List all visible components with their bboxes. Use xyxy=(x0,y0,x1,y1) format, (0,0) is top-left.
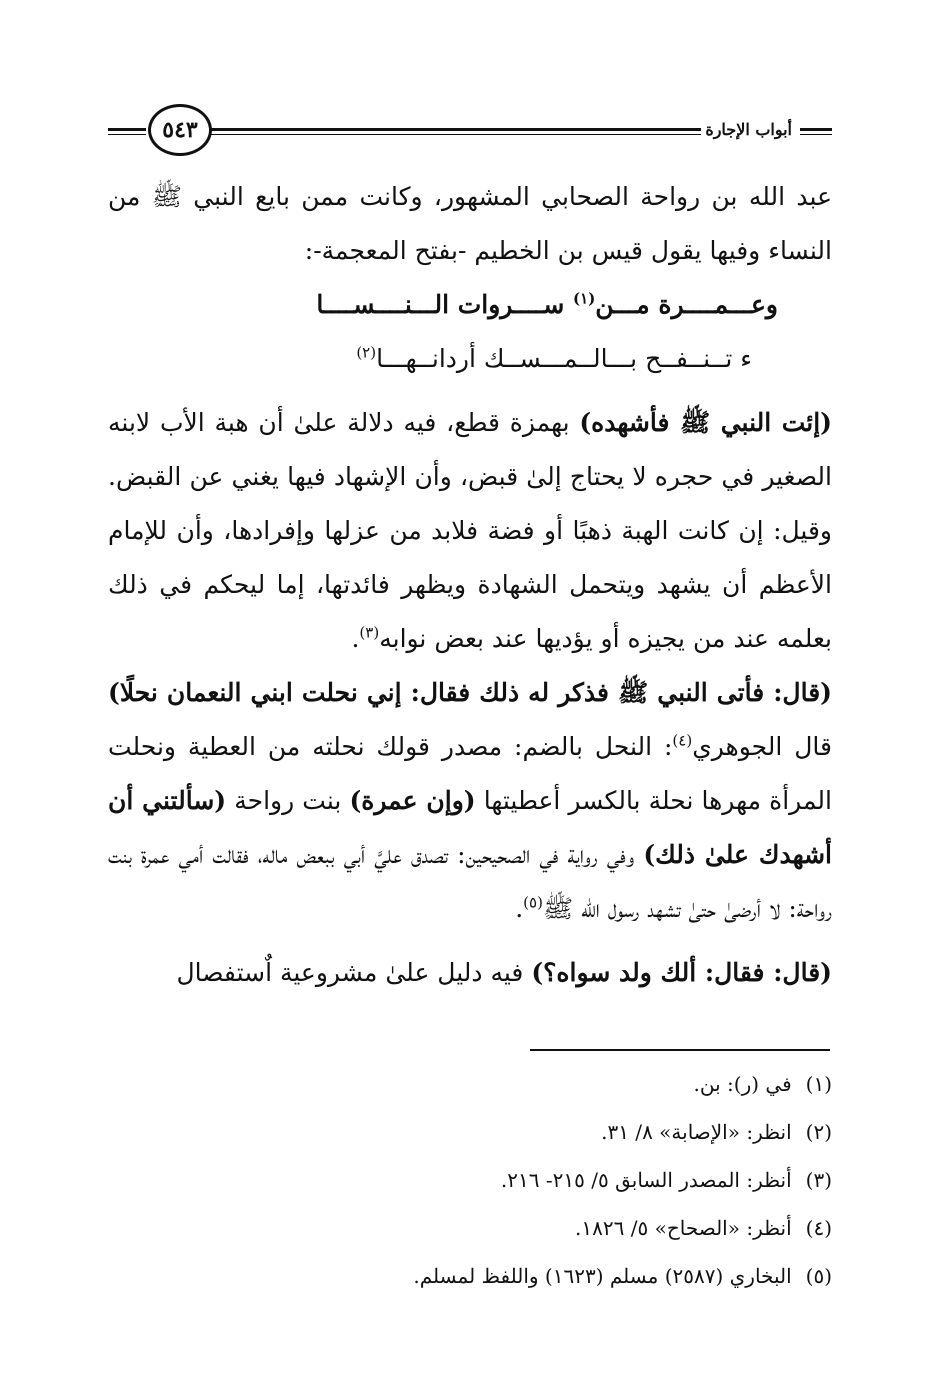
header-rule-left xyxy=(108,128,146,135)
running-title: أبواب الإجارة xyxy=(701,120,796,139)
poem-line-2-text: ء تــنــفــح بـــالــمـــســك أردانــهـــا xyxy=(376,344,752,373)
poem-line-1 xyxy=(108,278,832,332)
footnote-ref-3[interactable]: (٣) xyxy=(359,623,380,642)
page-number: ٥٤٣ xyxy=(148,104,212,156)
footnote-text: انظر: «الإصابة» ٨/ ٣١. xyxy=(601,1120,792,1144)
paragraph-2-text: بهمزة قطع، فيه دلالة علىٰ أن هبة الأب لابنه الصغير في حجره لا يحتاج إلىٰ قبض، وأن الإشهاد فيها يغني عن القبض. وقيل: إن كانت الهبة ذهبًا أو فضة فلابد من عزلها وإفرادها، وأن للإمام الأعظم أن يشهد ويتحمل الشهادة ويظهر فائدتها، إما ليحكم في ذلك بعلمه عند من يجيزه أو يؤديها عند بعض نوابه xyxy=(108,408,832,653)
quote-bold: (وإن عمرة) xyxy=(349,786,476,815)
paragraph-3 xyxy=(108,666,832,936)
footnote-text: أنظر: «الصحاح» ٥/ ١٨٢٦. xyxy=(575,1216,792,1240)
paragraph-3-text-2: : النحل بالضم: مصدر قولك نحلته من العطية ونحلت المرأة مهرها نحلة بالكسر أعطيتها xyxy=(108,732,832,815)
footnote-2 xyxy=(212,1108,832,1156)
footnote-3 xyxy=(212,1156,832,1204)
body-text xyxy=(108,170,832,1000)
header-rule-right xyxy=(800,128,832,135)
footnote-number: (٥) xyxy=(805,1264,832,1288)
footnote-4 xyxy=(212,1204,832,1252)
paragraph-3-text-3: بنت رواحة xyxy=(226,786,350,815)
footnote-number: (٤) xyxy=(805,1216,832,1240)
footnote-ref-2[interactable]: (٢) xyxy=(356,343,377,362)
footnote-text: أنظر: المصدر السابق ٥/ ٢١٥- ٢١٦. xyxy=(500,1168,792,1192)
quote-bold: (إئت النبي ﷺ فأشهده) xyxy=(579,408,833,437)
footnote-ref-4[interactable]: (٤) xyxy=(672,731,693,750)
quote-bold: (سألتني أن أشهدك علىٰ ذلك) xyxy=(108,786,832,869)
paragraph-4-text: فيه دليل علىٰ مشروعية اٌستفصال xyxy=(176,958,532,987)
poem-line-1-part-a: وعـــمــــرة مـــن xyxy=(595,290,778,319)
paragraph-3-text-4: وفي رواية في الصحيحين: تصدق عليَّ أبي ببعض ماله، فقالت أمي عمرة بنت رواحة: لا أرضىٰ حتىٰ تشهد رسول الله ﷺ xyxy=(108,840,832,923)
spacer xyxy=(108,386,832,396)
quote-bold: (قال: فأتى النبي ﷺ فذكر له ذلك فقال: إني نحلت ابني النعمان نحلًا) xyxy=(108,678,832,707)
paragraph-4 xyxy=(108,946,832,1000)
poem-line-1-part-b: ســــروات الـــنــــســــا xyxy=(316,290,574,319)
footnotes xyxy=(212,1060,832,1300)
footnote-ref-1[interactable]: (١) xyxy=(573,289,596,308)
footnote-text: في (ر): بن. xyxy=(693,1072,792,1096)
paragraph-2-end: . xyxy=(351,624,360,653)
footnote-number: (١) xyxy=(805,1072,832,1096)
spacer xyxy=(108,936,832,946)
paragraph-3-text-1: قال الجوهري xyxy=(692,732,832,761)
footnote-separator xyxy=(530,1049,830,1051)
paragraph-1: عبد الله بن رواحة الصحابي المشهور، وكانت ممن بايع النبي ﷺ من النساء وفيها يقول قيس بن الخطيم -بفتح المعجمة-: xyxy=(108,182,832,265)
paragraph-2 xyxy=(108,396,832,666)
footnote-text: البخاري (٢٥٨٧) مسلم (١٦٢٣) واللفظ لمسلم. xyxy=(413,1264,792,1288)
header-rule xyxy=(208,128,722,135)
paragraph-3-end: . xyxy=(515,894,524,923)
footnote-number: (٢) xyxy=(805,1120,832,1144)
quote-bold: (قال: فقال: ألك ولد سواه؟) xyxy=(531,958,832,987)
footnote-ref-5[interactable]: (٥) xyxy=(523,893,543,912)
footnote-number: (٣) xyxy=(805,1168,832,1192)
footnote-5 xyxy=(212,1252,832,1300)
page-header xyxy=(108,100,832,160)
poem-line-2 xyxy=(108,332,832,386)
footnote-1 xyxy=(212,1060,832,1108)
